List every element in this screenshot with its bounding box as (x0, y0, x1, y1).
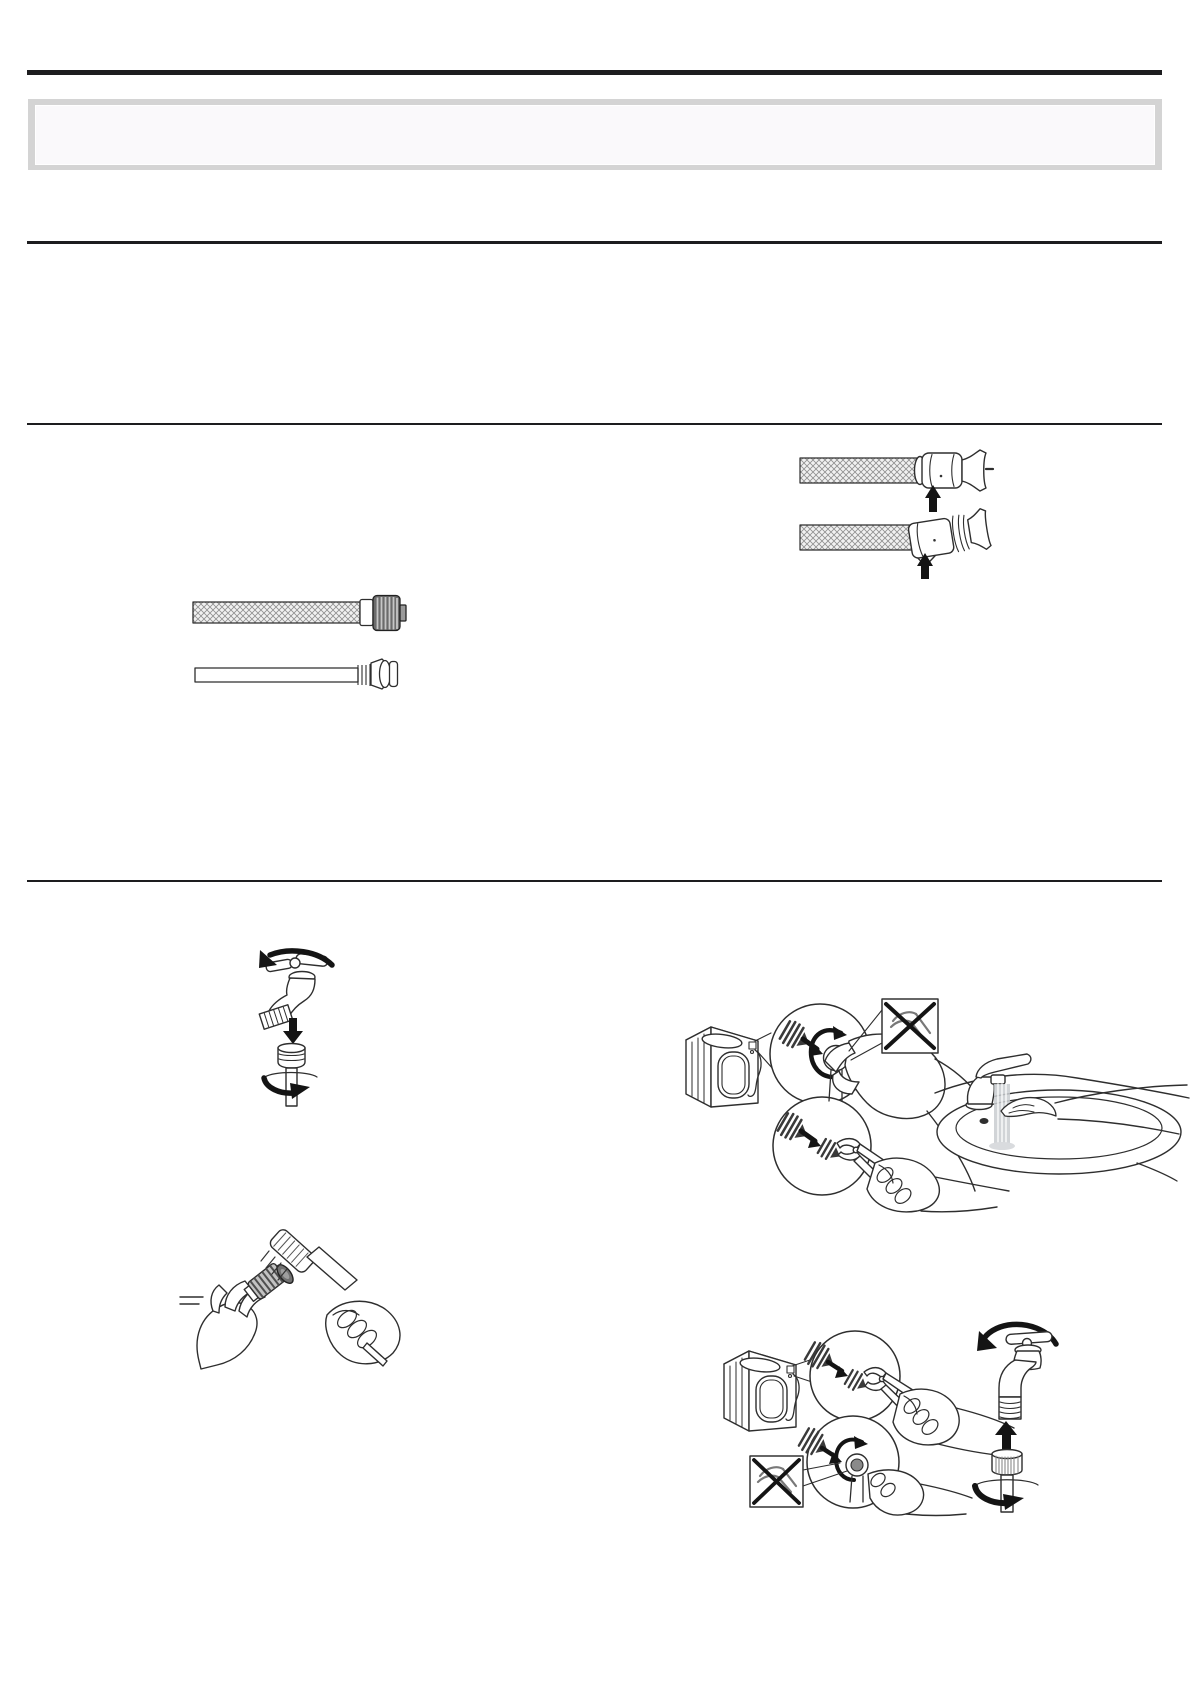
drain-hole (980, 1118, 989, 1124)
figure-tap-disconnect (246, 947, 358, 1109)
section-rule-1 (27, 241, 1162, 244)
hose-lines (180, 1297, 203, 1304)
hand (867, 1158, 939, 1212)
top-rule (27, 70, 1162, 75)
figure-refit-filter-and-reconnect (650, 1318, 1064, 1518)
straight-coupling (800, 450, 993, 491)
note-box (28, 99, 1162, 170)
section-rule-2 (27, 423, 1162, 425)
figure-remove-filter-and-rinse (635, 925, 1191, 1217)
figure-drain-hose (183, 650, 403, 695)
figure-hose-couplings (738, 445, 998, 585)
release-arrow-icon (925, 485, 941, 512)
tap-icon (977, 1324, 1056, 1419)
angled-coupling (800, 508, 993, 568)
up-arrow-icon (995, 1421, 1017, 1450)
braided-hose (800, 525, 912, 550)
sink-basin (935, 1054, 1189, 1181)
hand (893, 1389, 959, 1445)
hose-union (278, 1044, 305, 1107)
note-box-inner (35, 105, 1155, 165)
filter-icon (242, 1262, 296, 1304)
braided-hose (800, 458, 918, 483)
braided-hose (193, 602, 360, 623)
brush-handle (307, 1247, 357, 1290)
section-rule-3 (27, 880, 1162, 882)
smooth-hose (195, 668, 358, 682)
hand (868, 1470, 924, 1515)
hand-right (326, 1301, 400, 1363)
figure-brush-clean-filter (165, 1227, 407, 1373)
washing-machine (686, 1027, 761, 1107)
washing-machine (724, 1351, 799, 1431)
figure-water-inlet-hose (183, 592, 413, 638)
